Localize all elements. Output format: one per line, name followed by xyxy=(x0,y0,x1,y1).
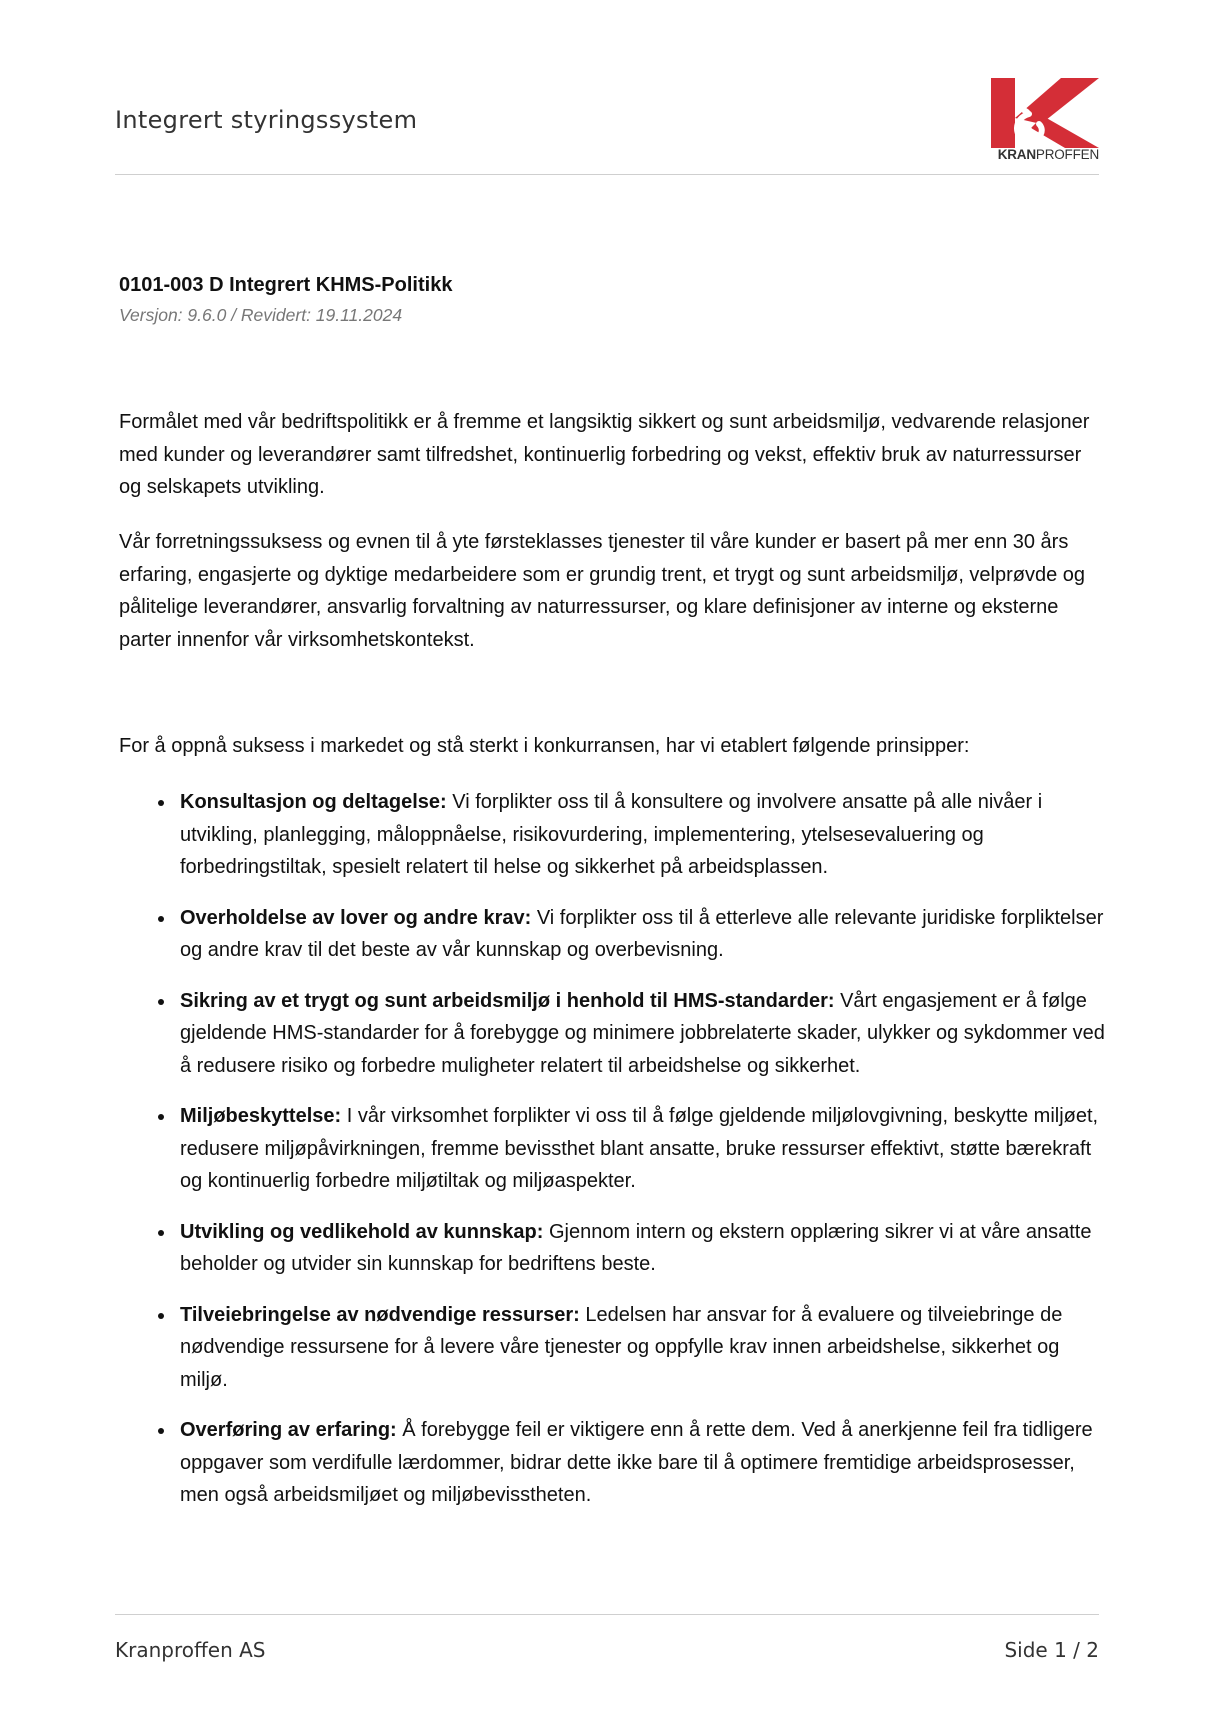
principle-text: Ledelsen har ansvar for å evaluere og tilveiebringe de nødvendige ressursene for å levere våre tjenester og oppfylle krav innen arbeidshelse, sikkerhet og miljø. xyxy=(180,1303,1063,1391)
list-item xyxy=(119,786,1109,884)
principle-term: Utvikling og vedlikehold av kunnskap: xyxy=(180,1220,544,1243)
paragraph-principles-intro: For å oppnå suksess i markedet og stå sterkt i konkurransen, har vi etablert følgende prinsipper: xyxy=(119,735,970,757)
principle-term: Overføring av erfaring: xyxy=(180,1419,397,1441)
list-item xyxy=(119,1100,1109,1198)
principle-text: I vår virksomhet forplikter vi oss til å følge gjeldende miljølovgivning, beskytte miljøet, redusere miljøpåvirkningen, fremme bevissthet blant ansatte, bruke ressurser effektivt, støtte bærekraft og kontinuerlig forbedre miljøtiltak og miljøaspekter. xyxy=(180,1105,1099,1192)
principle-text: Vårt engasjement er å følge gjeldende HMS-standarder for å forebygge og minimere jobbrelaterte skader, ulykker og sykdommer ved å redusere risiko og forbedre muligheter relatert til arbeidshelse og sikkerhet. xyxy=(180,989,1105,1077)
principle-term: Sikring av et trygt og sunt arbeidsmiljø i henhold til HMS-standarder: xyxy=(180,989,835,1012)
page-number: Side 1 / 2 xyxy=(1004,1638,1099,1662)
list-item xyxy=(119,985,1109,1083)
principle-term: Overholdelse av lover og andre krav: xyxy=(180,906,532,929)
principle-text: Gjennom intern og ekstern opplæring sikrer vi at våre ansatte beholder og utvider sin kunnskap for bedriftens beste. xyxy=(180,1220,1092,1275)
document-version-meta: Versjon: 9.6.0 / Revidert: 19.11.2024 xyxy=(119,305,403,325)
kranproffen-logo xyxy=(991,78,1099,164)
principle-term: Konsultasjon og deltagelse: xyxy=(180,791,447,813)
list-item xyxy=(119,1414,1109,1512)
kranproffen-logo-mark-icon xyxy=(991,78,1099,148)
principle-text: Vi forplikter oss til å konsultere og involvere ansatte på alle nivåer i utvikling, planlegging, måloppnåelse, risikovurdering, implementering, ytelsesevaluering og forbedringstiltak, spesielt relatert til helse og sikkerhet på arbeidsplassen. xyxy=(180,791,1043,878)
document-heading xyxy=(119,268,1109,328)
page-header xyxy=(115,70,1099,175)
principles-list xyxy=(119,786,1109,1530)
page-footer xyxy=(115,1614,1099,1675)
document-title: 0101-003 D Integrert KHMS-Politikk xyxy=(119,274,453,296)
footer-company: Kranproffen AS xyxy=(115,1638,266,1662)
logo-wordmark: KRANPROFFEN xyxy=(997,147,1099,162)
list-item xyxy=(119,902,1109,967)
principle-text: Vi forplikter oss til å etterleve alle relevante juridiske forpliktelser og andre krav til det beste av vår kunnskap og overbevisning. xyxy=(180,906,1104,961)
paragraph-success: Vår forretningssuksess og evnen til å yte førsteklasses tjenester til våre kunder er basert på mer enn 30 års erfaring, engasjerte og dyktige medarbeidere som er grundig trent, et trygt og sunt arbeidsmiljø, velprøvde og pålitelige leverandører, ansvarlig forvaltning av naturressurser, og klare definisjoner av interne og eksterne parter innenfor vår virksomhetskontekst. xyxy=(119,531,1086,651)
list-item xyxy=(119,1216,1109,1281)
paragraph-purpose: Formålet med vår bedriftspolitikk er å fremme et langsiktig sikkert og sunt arbeidsmiljø, vedvarende relasjoner med kunder og leverandører samt tilfredshet, kontinuerlig forbedring og vekst, effektiv bruk av naturressurser og selskapets utvikling. xyxy=(119,411,1090,498)
header-title: Integrert styringssystem xyxy=(115,106,418,134)
principle-text: Å forebygge feil er viktigere enn å rette dem. Ved å anerkjenne feil fra tidligere oppgaver som verdifulle lærdommer, bidrar dette ikke bare til å optimere fremtidige arbeidsprosesser, men også arbeidsmiljøet og miljøbevisstheten. xyxy=(180,1419,1093,1506)
principle-term: Miljøbeskyttelse: xyxy=(180,1105,342,1127)
principle-term: Tilveiebringelse av nødvendige ressurser: xyxy=(180,1303,580,1326)
list-item xyxy=(119,1299,1109,1397)
